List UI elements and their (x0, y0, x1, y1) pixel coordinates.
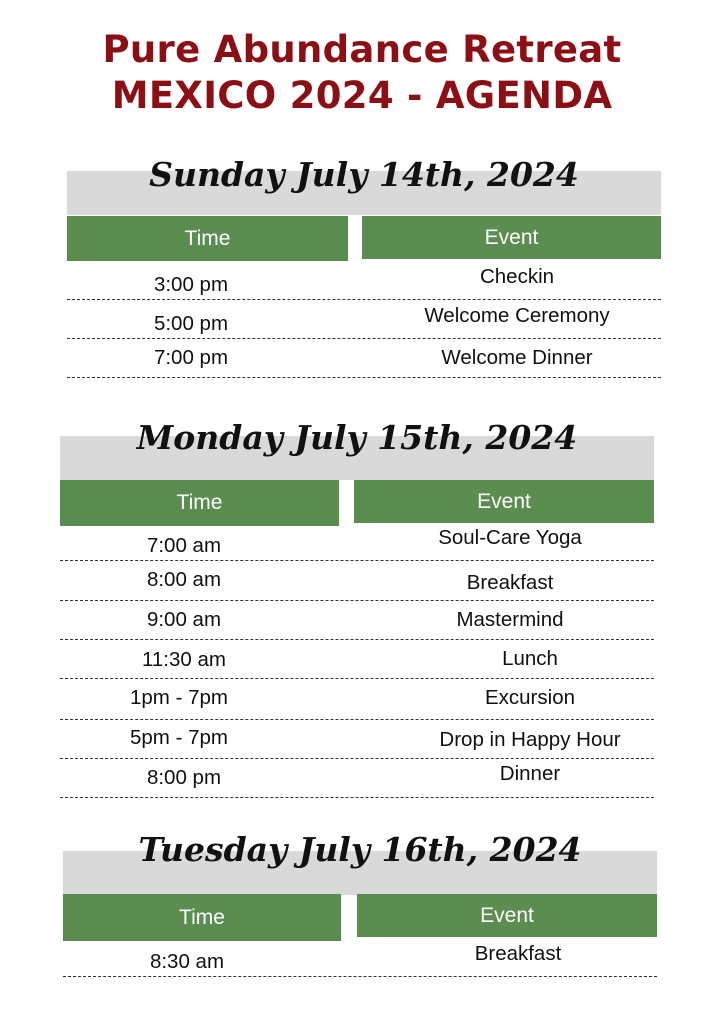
page-title-line1: Pure Abundance Retreat (102, 28, 622, 71)
day-section-sunday (67, 155, 661, 380)
event-cell: Excursion (484, 686, 575, 709)
time-cell: 8:30 am (149, 950, 225, 973)
event-cell: Welcome Ceremony (424, 304, 610, 327)
table-row (60, 601, 654, 640)
event-cell: Breakfast (474, 942, 562, 965)
event-cell: Breakfast (466, 571, 554, 594)
table-row (60, 640, 654, 679)
agenda-rows (67, 261, 661, 378)
day-section-tuesday (63, 830, 657, 980)
event-cell: Soul-Care Yoga (438, 526, 582, 549)
time-cell: 5:00 pm (153, 312, 229, 335)
table-row (60, 522, 654, 561)
table-row (60, 561, 654, 601)
table-row (67, 300, 661, 339)
page-title-line2: MEXICO 2024 - AGENDA (111, 74, 613, 117)
event-cell: Dinner (499, 762, 561, 785)
table-row (60, 759, 654, 798)
table-row (60, 720, 654, 759)
event-cell: Drop in Happy Hour (439, 728, 621, 751)
table-row (60, 679, 654, 720)
time-cell: 8:00 pm (146, 766, 222, 789)
table-row (67, 261, 661, 300)
event-column-header: Event (362, 216, 661, 259)
time-column-header: Time (67, 216, 348, 261)
time-column-header: Time (63, 894, 341, 941)
day-section-monday (60, 418, 654, 803)
time-column-header: Time (60, 480, 339, 526)
event-column-header: Event (357, 894, 657, 937)
event-cell: Checkin (479, 265, 555, 288)
agenda-rows (63, 938, 657, 977)
day-heading: Monday July 15th, 2024 (136, 418, 578, 457)
agenda-rows (60, 522, 654, 798)
event-cell: Mastermind (456, 608, 564, 631)
table-row (63, 938, 657, 977)
time-cell: 7:00 am (146, 534, 222, 557)
time-cell: 5pm - 7pm (130, 726, 228, 749)
time-cell: 3:00 pm (153, 273, 229, 296)
event-column-header: Event (354, 480, 654, 523)
day-heading: Sunday July 14th, 2024 (149, 155, 579, 194)
time-cell: 11:30 am (142, 648, 226, 671)
time-cell: 8:00 am (146, 568, 222, 591)
table-row (67, 339, 661, 378)
time-cell: 9:00 am (146, 608, 222, 631)
time-cell: 1pm - 7pm (130, 686, 228, 709)
time-cell: 7:00 pm (153, 346, 229, 369)
day-heading: Tuesday July 16th, 2024 (138, 830, 582, 869)
event-cell: Lunch (502, 647, 558, 670)
event-cell: Welcome Dinner (441, 346, 593, 369)
